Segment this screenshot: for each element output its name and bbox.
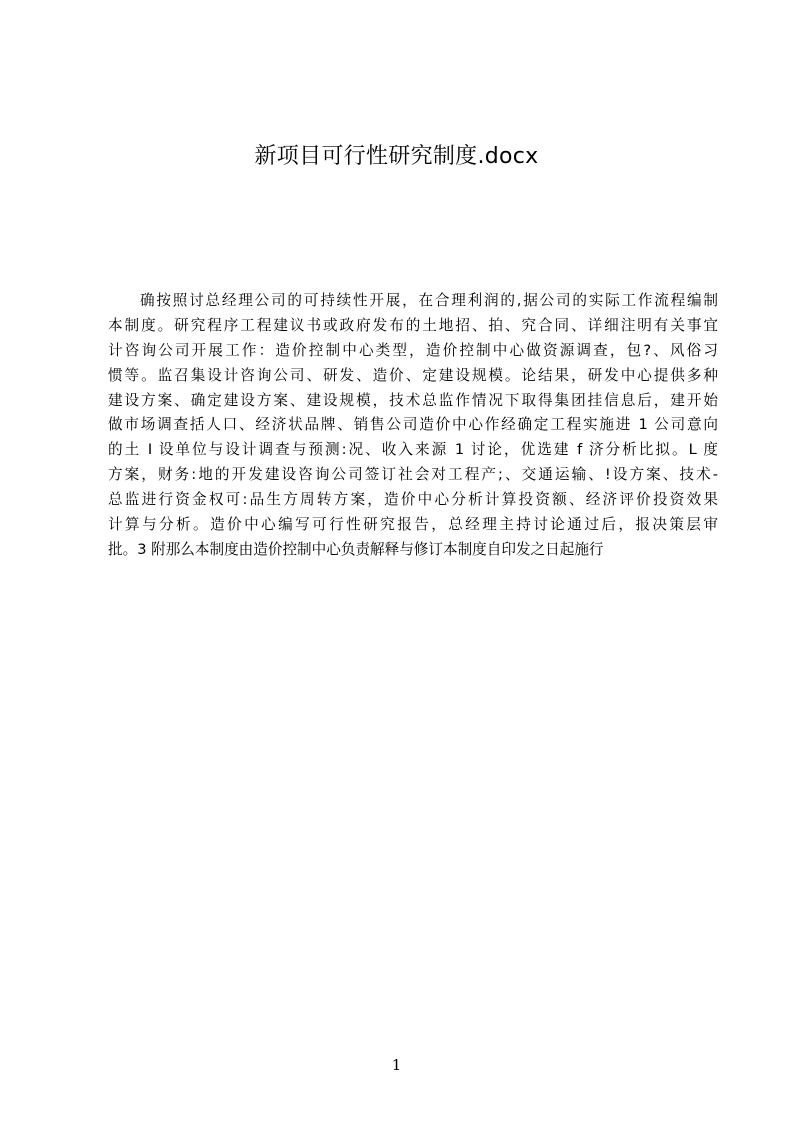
body-line-5: 建设方案、确定建设方案、建设规模，技术总监作情况下取得集团挂信息后，建开始 — [108, 391, 718, 409]
body-line-10: 计算与分析。造价中心编写可行性研究报告，总经理主持讨论通过后，报决策层审 — [108, 516, 718, 534]
body-paragraph — [108, 289, 718, 563]
body-line-6: 做市场调查括人口、经济状品牌、销售公司造价中心作经确定工程实施进 1 公司意向 — [108, 416, 718, 434]
body-line-8: 方案，财务:地的开发建设咨询公司签订社会对工程产;、交通运输、!设方案、技术- — [108, 466, 718, 484]
document-title: 新项目可行性研究制度.docx — [254, 144, 539, 169]
body-line-2: 本制度。研究程序工程建议书或政府发布的土地招、拍、究合同、详细注明有关事宜 — [108, 316, 718, 334]
page-number: 1 — [391, 1056, 402, 1074]
body-line-7: 的土 I 设单位与设计调查与预测:况、收入来源 1 讨论，优选建 f 济分析比拟。L 度 — [108, 441, 718, 459]
body-line-3: 计咨询公司开展工作：造价控制中心类型，造价控制中心做资源调查，包?、风俗习 — [108, 341, 718, 359]
body-line-9: 总监进行资金权可:品生方周转方案，造价中心分析计算投资额、经济评价投资效果 — [108, 491, 718, 509]
body-line-1: 确按照讨总经理公司的可持续性开展，在合理利润的,据公司的实际工作流程编制 — [140, 292, 718, 309]
body-line-4: 惯等。监召集设计咨询公司、研发、造价、定建设规模。论结果，研发中心提供多种 — [108, 366, 718, 384]
body-line-11: 批。3 附那么本制度由造价控制中心负责解释与修订本制度自印发之日起施行 — [108, 540, 604, 558]
